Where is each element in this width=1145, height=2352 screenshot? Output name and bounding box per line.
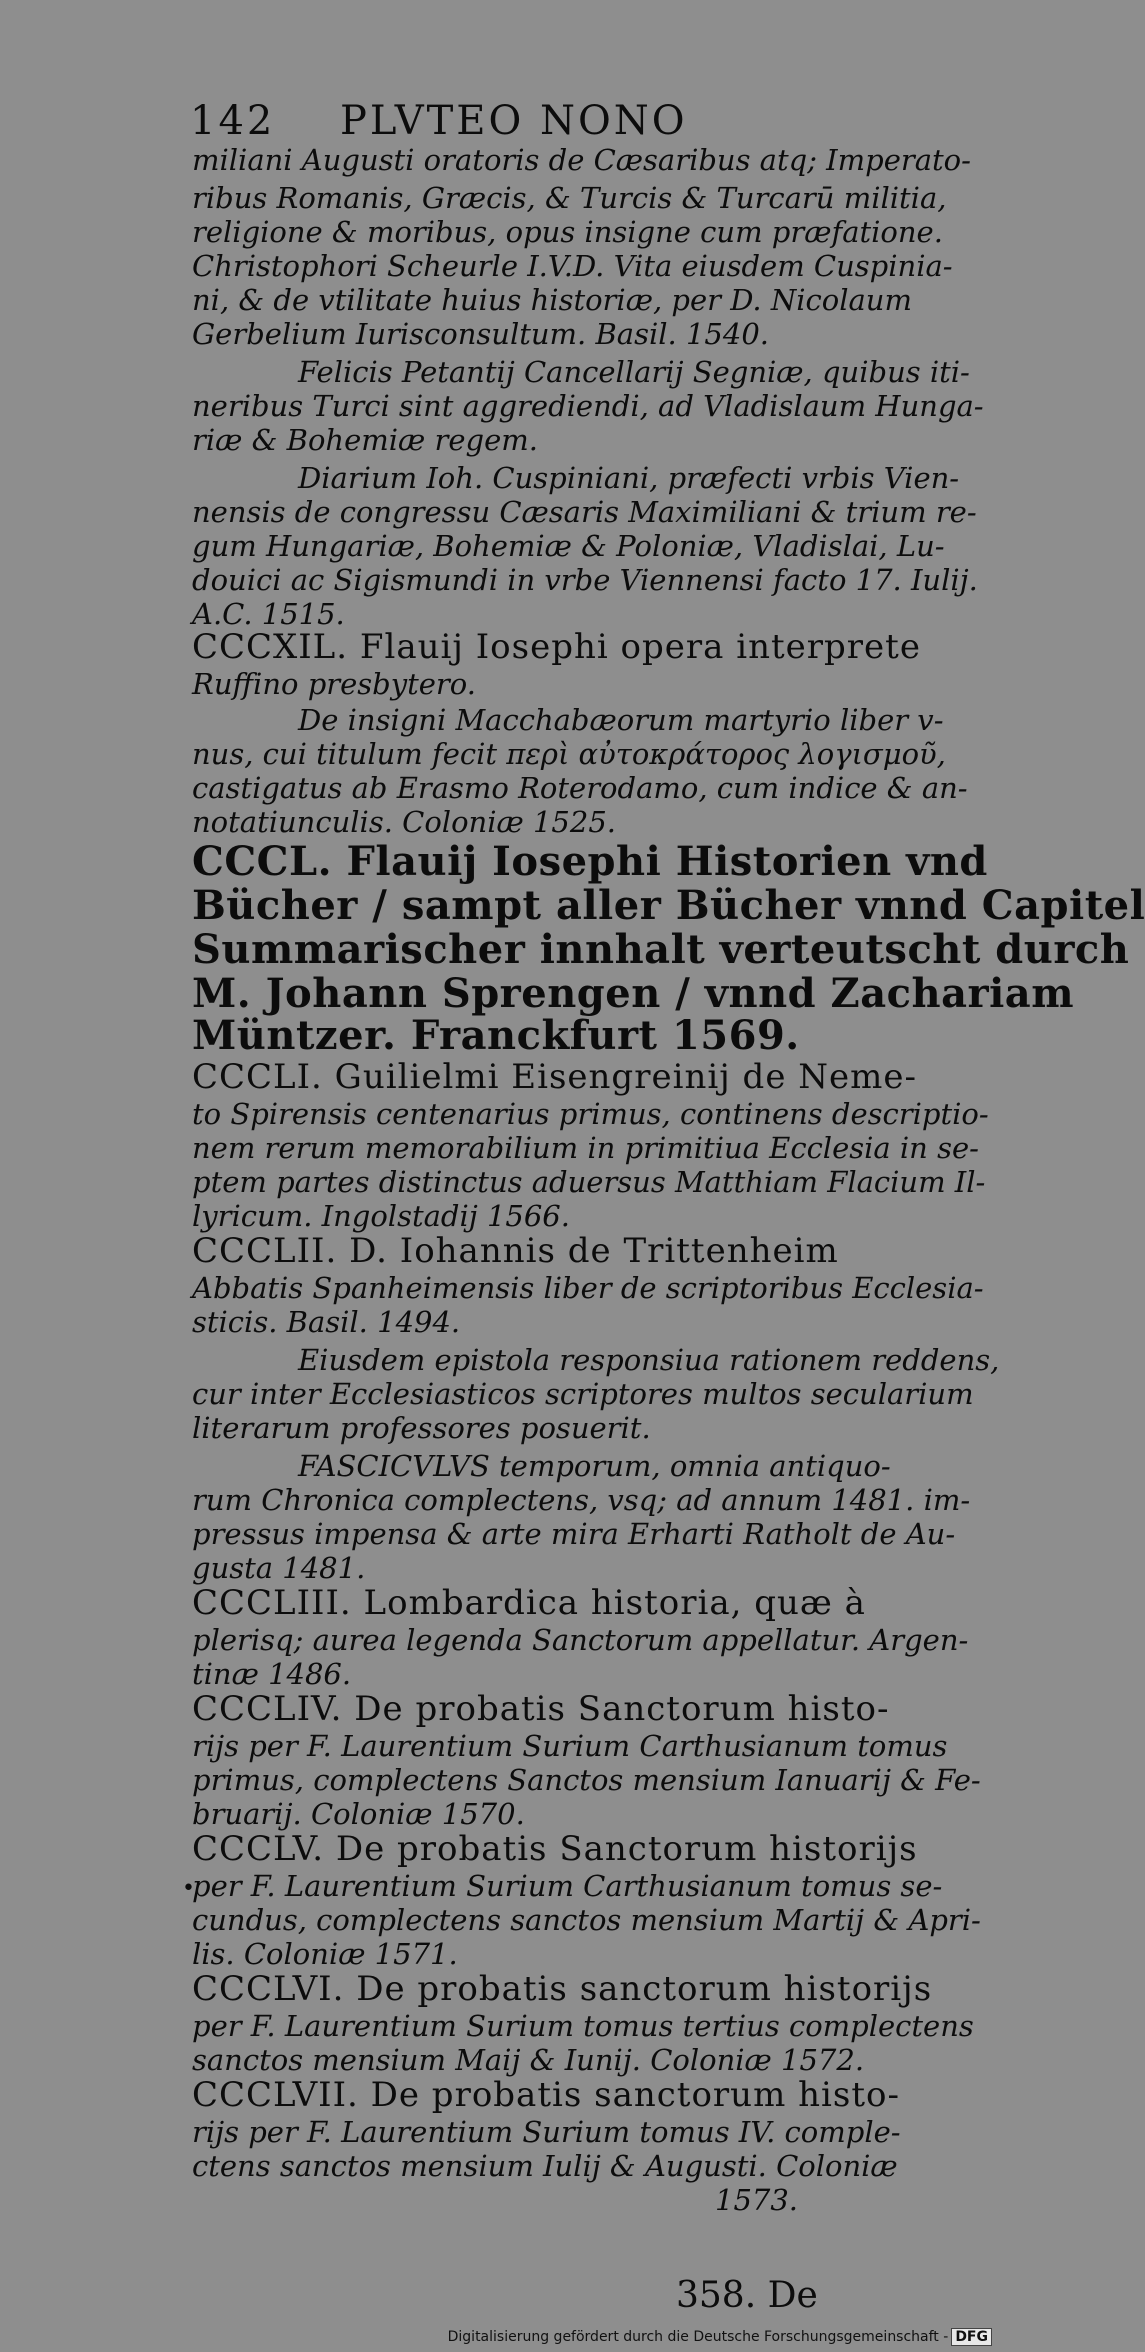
text-line: Diarium Ioh. Cuspiniani, præfecti vrbis Vien- [298,461,960,495]
text-line: Eiusdem epistola responsiua rationem reddens, [298,1343,1000,1377]
text-line: notatiunculis. Coloniæ 1525. [192,805,616,839]
margin-mark: • [182,1876,195,1901]
text-line: bruarij. Coloniæ 1570. [192,1797,525,1831]
dfg-logo: DFG [951,2328,992,2346]
text-line: Müntzer. Franckfurt 1569. [192,1012,800,1059]
text-line: De insigni Macchabæorum martyrio liber v- [298,703,944,737]
text-line: sticis. Basil. 1494. [192,1305,461,1339]
text-line: to Spirensis centenarius primus, continens descriptio- [192,1097,989,1131]
text-line: nensis de congressu Cæsaris Maximiliani & trium re- [192,495,977,529]
text-line: miliani Augusti oratoris de Cæsaribus atq; Imperato- [192,143,971,177]
text-line: neribus Turci sint aggrediendi, ad Vladislaum Hunga- [192,389,984,423]
text-line: FASCICVLVS temporum, omnia antiquo- [298,1449,891,1483]
text-line: tinæ 1486. [192,1657,352,1691]
text-line: ptem partes distinctus aduersus Matthiam Flacium Il- [192,1165,986,1199]
text-line: A.C. 1515. [192,597,345,631]
text-line: rijs per F. Laurentium Surium tomus IV. comple- [192,2115,901,2149]
text-line: literarum professores posuerit. [192,1411,651,1445]
text-line: rijs per F. Laurentium Surium Carthusianum tomus [192,1729,948,1763]
text-line: lis. Coloniæ 1571. [192,1937,458,1971]
entry-heading: CCCLV. De probatis Sanctorum historijs [192,1829,918,1869]
text-line: gum Hungariæ, Bohemiæ & Poloniæ, Vladislai, Lu- [192,529,945,563]
text-line: nus, cui titulum fecit περὶ αὐτοκράτορος λογισμοῦ, [192,737,946,771]
running-header [190,98,688,144]
text-line: ribus Romanis, Græcis, & Turcis & Turcarū militia, [192,181,947,215]
entry-heading: CCCLII. D. Iohannis de Trittenheim [192,1231,839,1271]
text-line: per F. Laurentium Surium Carthusianum tomus se- [192,1869,943,1903]
text-line: douici ac Sigismundi in vrbe Viennensi facto 17. Iulij. [192,563,978,597]
text-line: riæ & Bohemiæ regem. [192,423,538,457]
entry-heading: CCCLIII. Lombardica historia, quæ à [192,1583,866,1623]
entry-heading: CCCL. Flauij Iosephi Historien vnd [192,838,988,885]
text-line: sanctos mensium Maij & Iunij. Coloniæ 1572. [192,2043,865,2077]
text-line: ctens sanctos mensium Iulij & Augusti. Coloniæ [192,2149,898,2183]
text-line: Abbatis Spanheimensis liber de scriptoribus Ecclesia- [192,1271,984,1305]
text-line: primus, complectens Sanctos mensium Ianuarij & Fe- [192,1763,981,1797]
text-line: plerisq; aurea legenda Sanctorum appellatur. Argen- [192,1623,969,1657]
text-line: Bücher / sampt aller Bücher vnnd Capitel [192,882,1145,929]
text-line: religione & moribus, opus insigne cum præfatione. [192,215,943,249]
text-line: Felicis Petantij Cancellarij Segniæ, quibus iti- [298,355,970,389]
text-line: cundus, complectens sanctos mensium Martij & Apri- [192,1903,981,1937]
running-title: PLVTEO NONO [340,98,688,144]
text-line: Christophori Scheurle I.V.D. Vita eiusdem Cuspinia- [192,249,953,283]
entry-heading: CCCLI. Guilielmi Eisengreinij de Neme- [192,1057,917,1097]
text-line: Gerbelium Iurisconsultum. Basil. 1540. [192,317,769,351]
text-line: lyricum. Ingolstadij 1566. [192,1199,570,1233]
page-number: 142 [190,98,276,144]
text-line: Ruffino presbytero. [192,667,476,701]
text-line: castigatus ab Erasmo Roterodamo, cum indice & an- [192,771,968,805]
entry-heading: CCCXIL. Flauij Iosephi opera interprete [192,627,921,667]
digitization-footer [448,2328,992,2346]
catchword: 358. De [676,2275,818,2316]
text-line: ni, & de vtilitate huius historiæ, per D. Nicolaum [192,283,912,317]
entry-heading: CCCLIV. De probatis Sanctorum histo- [192,1689,890,1729]
text-line: gusta 1481. [192,1551,366,1585]
text-line: cur inter Ecclesiasticos scriptores multos secularium [192,1377,974,1411]
text-line: Summarischer innhalt verteutscht durch [192,926,1130,973]
footer-text: Digitalisierung gefördert durch die Deutsche Forschungsgemeinschaft - [447,2329,949,2345]
entry-heading: CCCLVI. De probatis sanctorum historijs [192,1969,933,2009]
text-line: nem rerum memorabilium in primitiua Ecclesia in se- [192,1131,979,1165]
text-line: rum Chronica complectens, vsq; ad annum 1481. im- [192,1483,971,1517]
text-line: pressus impensa & arte mira Erharti Ratholt de Au- [192,1517,956,1551]
entry-heading: CCCLVII. De probatis sanctorum histo- [192,2075,900,2115]
text-line: M. Johann Sprengen / vnnd Zachariam [192,970,1075,1017]
text-line: per F. Laurentium Surium tomus tertius complectens [192,2009,974,2043]
text-line: 1573. [715,2183,799,2217]
